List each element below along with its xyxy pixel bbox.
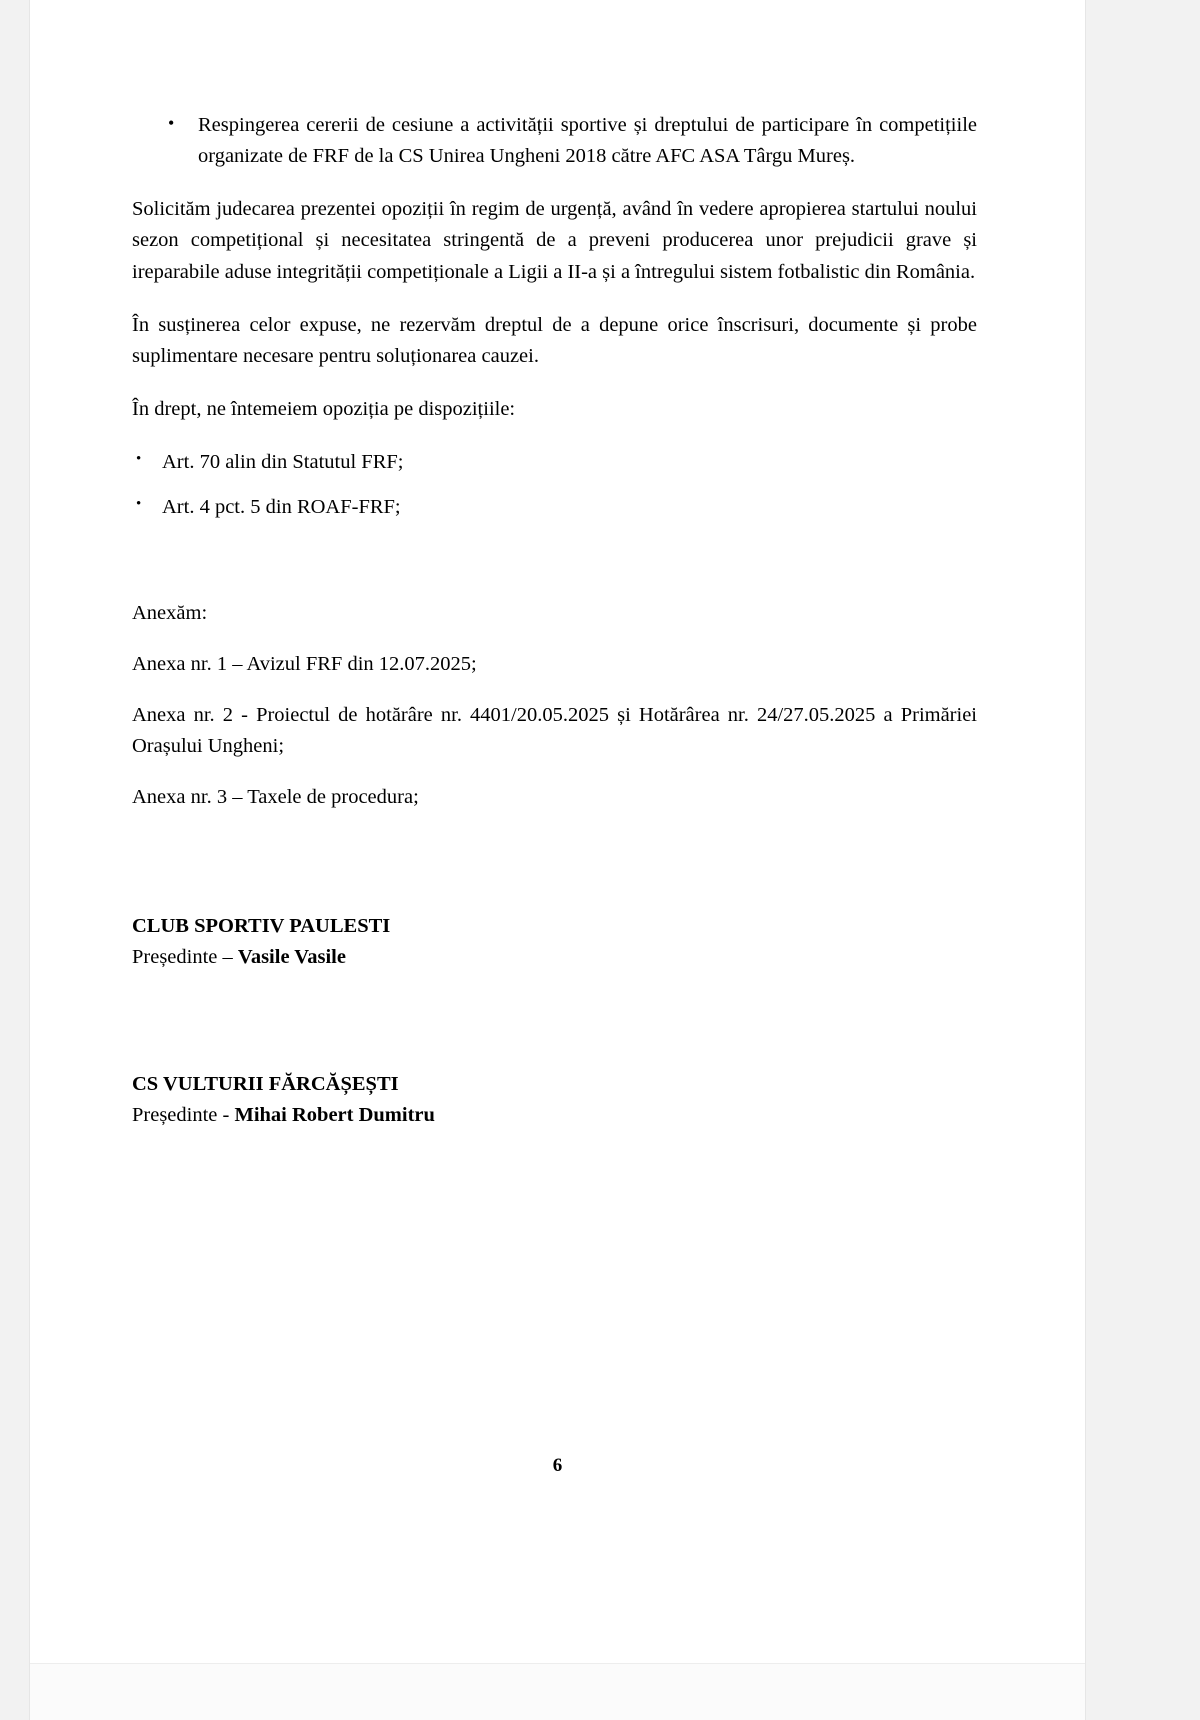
annex-item-2: Anexa nr. 2 - Proiectul de hotărâre nr. 4401/20.05.2025 și Hotărârea nr. 24/27.05.2025 a Primăriei Orașului Ungheni; [132,703,977,758]
signature-club-name: CLUB SPORTIV PAULESTI [132,915,391,938]
paragraph-urgency: Solicităm judecarea prezentei opoziții în regim de urgență, având în vedere apropierea startului noului sezon competițional și necesitatea stringentă de a preveni producerea unor prejudicii grave și ireparabile aduse integrității competiționale a Ligii a II-a și a întregului sistem fotbalistic din România. [132,198,977,283]
signature-person: Vasile Vasile [237,946,346,969]
page-bottom-edge [30,1663,1085,1720]
annex-item-3: Anexa nr. 3 – Taxele de procedura; [132,786,419,809]
paragraph-legal-basis-intro: În drept, ne întemeiem opoziția pe dispozițiile: [132,398,516,421]
list-item: • Art. 70 alin din Statutul FRF; [132,447,977,478]
spacer [132,546,977,598]
spacer [132,833,977,911]
legal-basis-list [132,447,977,523]
signature-role [132,942,977,973]
annex-heading: Anexăm: [132,601,208,624]
page-number: 6 [552,1455,563,1476]
spacer [132,973,977,1069]
signature-person: Mihai Robert Dumitru [234,1103,435,1126]
signature-club-name: CS VULTURII FĂRCĂȘEȘTI [132,1072,399,1095]
list-item: • Art. 4 pct. 5 din ROAF-FRF; [132,492,977,523]
signature-role-prefix: Președinte – [132,946,238,969]
signature-role [132,1100,977,1131]
top-bullet-list [132,110,977,172]
annex-item-1: Anexa nr. 1 – Avizul FRF din 12.07.2025; [132,652,477,675]
signature-block-paulesti [132,911,977,973]
document-body [132,110,977,1130]
document-page [30,0,1085,1719]
signature-block-vulturii [132,1069,977,1131]
list-item: • Respingerea cererii de cesiune a activității sportive și dreptului de participare în competițiile organizate de FRF de la CS Unirea Ungheni 2018 către AFC ASA Târgu Mureș. [132,110,977,172]
signature-role-prefix: Președinte - [132,1103,235,1126]
paragraph-evidence: În susținerea celor expuse, ne rezervăm dreptul de a depune orice înscrisuri, documente și probe suplimentare necesare pentru soluționarea cauzei. [132,313,977,367]
